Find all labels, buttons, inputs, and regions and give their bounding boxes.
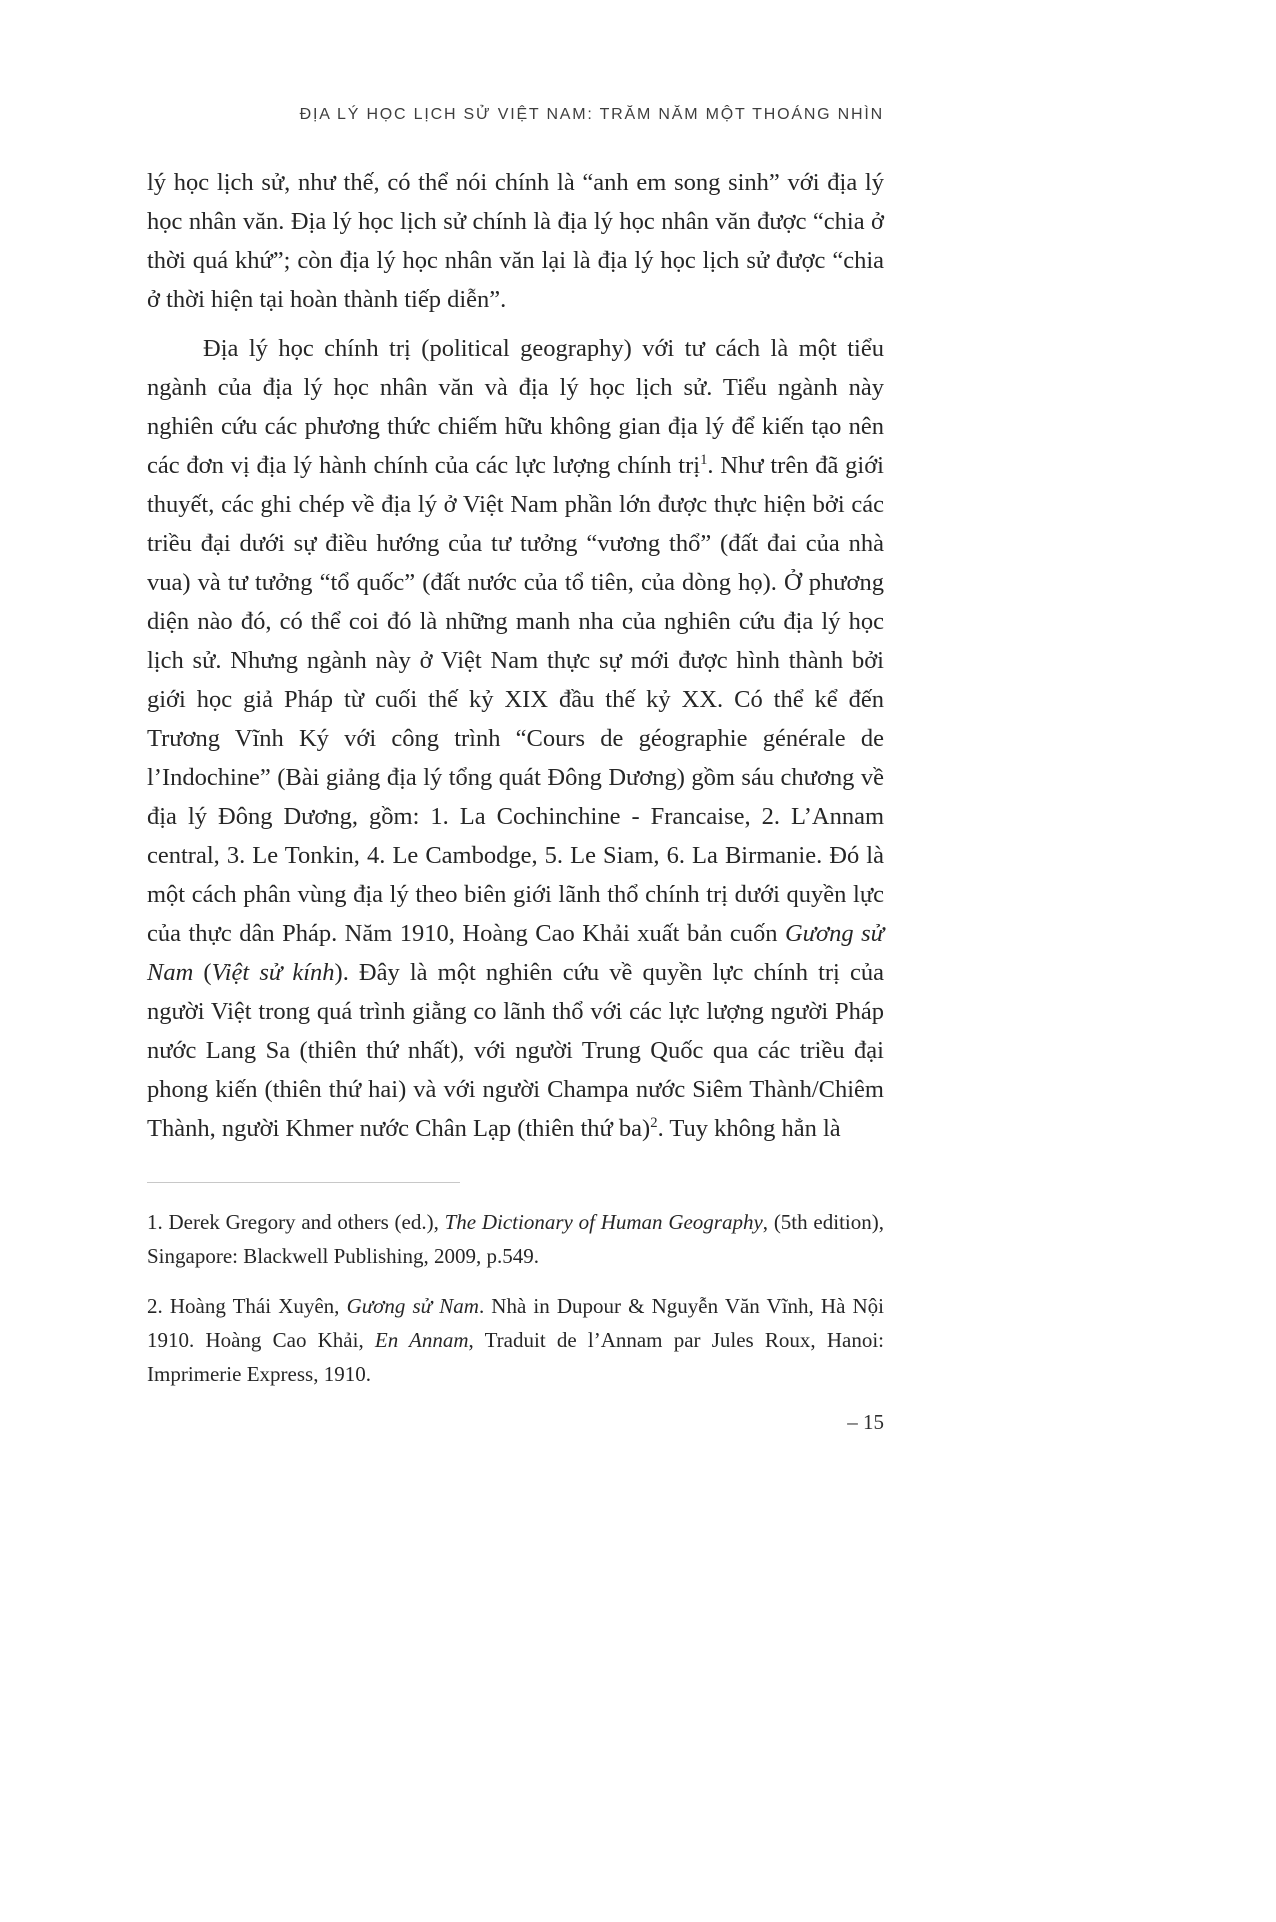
text-run: lý học lịch sử, như thế, có thể nói chính là “anh em song sinh” với địa lý học nhân văn. Địa lý học lịch sử chính là địa lý học nhân văn được “chia ở thời quá khứ”; còn địa lý học nhân văn lại là địa lý học lịch sử được “chia ở thời hiện tại hoàn thành tiếp diễn”. xyxy=(147,169,884,313)
text-run: , Traduit de l’Annam par Jules Roux, Hanoi: Imprimerie Express, 1910. xyxy=(147,1328,884,1386)
body-text xyxy=(147,163,884,1148)
book-title-italic: En Annam xyxy=(374,1328,469,1352)
footnote-1 xyxy=(147,1205,884,1273)
running-header: ĐỊA LÝ HỌC LỊCH SỬ VIỆT NAM: TRĂM NĂM MỘT THOÁNG NHÌN xyxy=(299,106,884,123)
text-run: . Tuy không hẳn là xyxy=(657,1115,841,1142)
text-run: Địa lý học chính trị (political geography) với tư cách là một tiểu ngành của địa lý học nhân văn và địa lý học lịch sử. Tiểu ngành này nghiên cứu các phương thức chiếm hữu không gian địa lý để kiến tạo nên các đơn vị địa lý hành chính của các lực lượng chính trị xyxy=(147,335,884,479)
footnote-ref-1: 1 xyxy=(700,451,708,468)
footnotes-section xyxy=(147,1182,884,1391)
paragraph-continuation xyxy=(147,163,884,319)
footnote-ref-2: 2 xyxy=(650,1114,658,1131)
text-run: 2. Hoàng Thái Xuyên, xyxy=(147,1294,347,1318)
book-title-italic: Gương sử Nam xyxy=(147,920,885,986)
paragraph-political-geography xyxy=(147,329,884,1148)
footnote-2 xyxy=(147,1289,884,1391)
text-run: , (5th edition), Singapore: Blackwell Publishing, 2009, p.549. xyxy=(147,1210,884,1268)
book-title-italic: Gương sử Nam xyxy=(346,1294,479,1318)
text-run: 1. Derek Gregory and others (ed.), xyxy=(147,1210,445,1234)
text-run: ). Đây là một nghiên cứu về quyền lực chính trị của người Việt trong quá trình giằng co lãnh thổ với các lực lượng người Pháp nước Lang Sa (thiên thứ nhất), với người Trung Quốc qua các triều đại phong kiến (thiên thứ hai) và với người Champa nước Siêm Thành/Chiêm Thành, người Khmer nước Chân Lạp (thiên thứ ba) xyxy=(147,959,884,1142)
book-title-italic: The Dictionary of Human Geography xyxy=(444,1210,763,1234)
page-number: – 15 xyxy=(847,1410,884,1434)
footnote-separator xyxy=(147,1182,460,1183)
text-run: . Nhà in Dupour & Nguyễn Văn Vĩnh, Hà Nội 1910. Hoàng Cao Khải, xyxy=(147,1294,885,1352)
book-title-italic: Việt sử kính xyxy=(211,959,335,986)
text-column xyxy=(147,105,884,1435)
text-run: . Như trên đã giới thuyết, các ghi chép về địa lý ở Việt Nam phần lớn được thực hiện bởi các triều đại dưới sự điều hướng của tư tưởng “vương thổ” (đất đai của nhà vua) và tư tưởng “tổ quốc” (đất nước của tổ tiên, của dòng họ). Ở phương diện nào đó, có thể coi đó là những manh nha của nghiên cứu địa lý học lịch sử. Nhưng ngành này ở Việt Nam thực sự mới được hình thành bởi giới học giả Pháp từ cuối thế kỷ XIX đầu thế kỷ XX. Có thể kể đến Trương Vĩnh Ký với công trình “Cours de géographie générale de l’Indochine” (Bài giảng địa lý tổng quát Đông Dương) gồm sáu chương về địa lý Đông Dương, gồm: 1. La Cochinchine - Francaise, 2. L’Annam central, 3. Le Tonkin, 4. Le Cambodge, 5. Le Siam, 6. La Birmanie. Đó là một cách phân vùng địa lý theo biên giới lãnh thổ chính trị dưới quyền lực của thực dân Pháp. Năm 1910, Hoàng Cao Khải xuất bản cuốn xyxy=(147,452,884,947)
text-run: ( xyxy=(193,959,212,986)
